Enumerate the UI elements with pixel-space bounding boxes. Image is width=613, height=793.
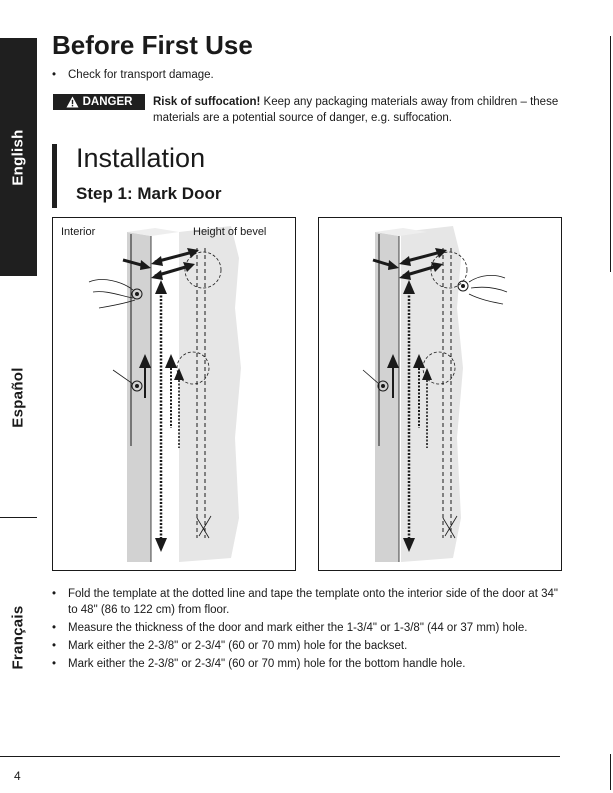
instruction-text: Fold the template at the dotted line and tape the template onto the interior side of the door at 34" to 48" (86 to 122 cm) from floor. xyxy=(68,588,558,616)
page-edge-mark xyxy=(610,754,611,790)
list-item xyxy=(52,620,562,636)
tab-francais[interactable] xyxy=(0,518,37,756)
instruction-text: Mark either the 2-3/8" or 2-3/4" (60 or 70 mm) hole for the bottom handle hole. xyxy=(68,658,466,670)
bullet-dot: • xyxy=(52,69,57,81)
figure-door-exterior xyxy=(318,217,562,571)
warning-triangle-icon xyxy=(66,96,79,108)
list-item xyxy=(52,656,562,672)
danger-bold-text: Risk of suffocation! xyxy=(153,96,261,108)
page-number: 4 xyxy=(14,769,21,783)
footer-rule xyxy=(0,756,560,757)
section-title-installation: Installation xyxy=(76,143,206,173)
figure-door-interior xyxy=(52,217,296,571)
instruction-text: Measure the thickness of the door and mark either the 1-3/4" or 1-3/8" (44 or 37 mm) hole. xyxy=(68,622,528,634)
tab-espanol-label: Español xyxy=(10,366,28,428)
tab-english-label: English xyxy=(10,128,27,186)
instruction-list xyxy=(52,586,562,674)
page-edge-mark xyxy=(610,36,611,272)
bullet-text: Check for transport damage. xyxy=(68,69,214,81)
list-item xyxy=(52,67,214,83)
label-height-of-bevel: Height of bevel xyxy=(193,226,267,238)
bullet-dot: • xyxy=(52,658,57,670)
tab-francais-label: Français xyxy=(10,604,28,670)
bullet-dot: • xyxy=(52,588,57,600)
door-diagram-right xyxy=(319,218,563,572)
bullet-dot: • xyxy=(52,622,57,634)
label-interior: Interior xyxy=(61,226,96,238)
danger-badge xyxy=(53,94,145,110)
tab-espanol[interactable] xyxy=(0,278,37,516)
bullet-dot: • xyxy=(52,640,57,652)
instruction-text: Mark either the 2-3/8" or 2-3/4" (60 or 70 mm) hole for the backset. xyxy=(68,640,408,652)
danger-message xyxy=(153,94,573,126)
list-item xyxy=(52,586,562,618)
section-title-before-first-use: Before First Use xyxy=(52,30,253,60)
section-accent-bar xyxy=(52,144,57,208)
danger-label: DANGER xyxy=(82,96,133,108)
list-item xyxy=(52,638,562,654)
door-diagram-left xyxy=(53,218,297,572)
tab-english[interactable] xyxy=(0,38,37,276)
step-title: Step 1: Mark Door xyxy=(76,184,222,203)
danger-line-2: materials are a potential source of danger, e.g. suffocation. xyxy=(153,112,452,124)
danger-line-1: Keep any packaging materials away from children – these xyxy=(260,96,559,108)
